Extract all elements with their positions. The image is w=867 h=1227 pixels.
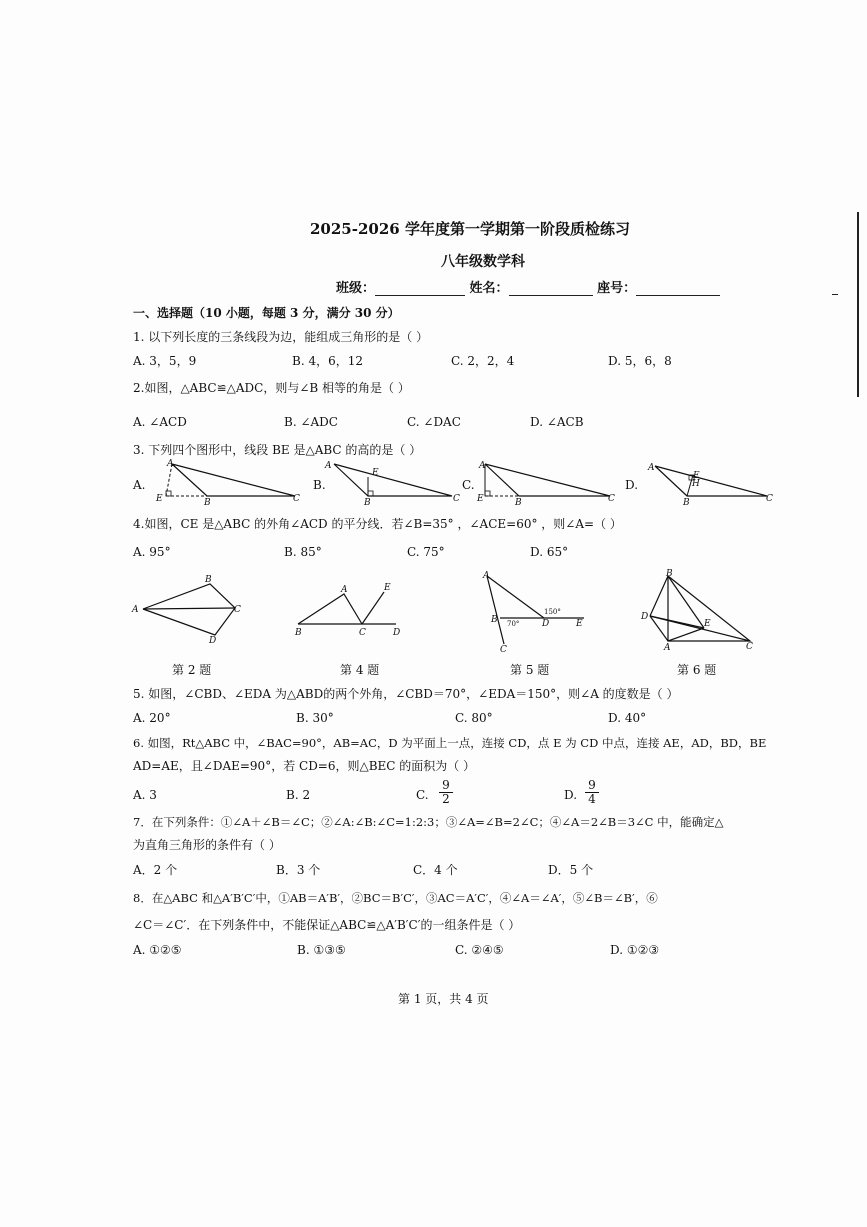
figure-q2 bbox=[132, 575, 250, 646]
svg-text:B: B bbox=[666, 569, 673, 579]
q2-option-c: C. ∠DAC bbox=[407, 415, 461, 429]
svg-text:A: A bbox=[341, 585, 348, 595]
figure-q6 bbox=[640, 568, 760, 654]
svg-text:E: E bbox=[693, 471, 700, 481]
page-subtitle: 八年级数学科 bbox=[441, 254, 525, 270]
q4-option-c: C. 75° bbox=[407, 545, 445, 559]
q7-option-b: B．3 个 bbox=[276, 863, 321, 877]
q6-stem-line1: 6. 如图，Rt△ABC 中，∠BAC=90°，AB=AC，D 为平面上一点，连接 CD，点 E 为 CD 中点，连接 AE，AD，BD，BE bbox=[133, 736, 767, 750]
caption-q6: 第 6 题 bbox=[677, 663, 717, 677]
q3-option-c-letter: C. bbox=[462, 478, 475, 492]
q3-figure-b bbox=[322, 458, 470, 506]
class-label: 班级： bbox=[336, 281, 376, 296]
q6-c-denominator: 2 bbox=[442, 792, 450, 806]
scan-mark bbox=[832, 294, 838, 295]
svg-text:A: A bbox=[167, 459, 174, 469]
svg-text:A: A bbox=[479, 461, 486, 471]
svg-text:E: E bbox=[372, 468, 379, 478]
q3-option-d-letter: D. bbox=[625, 478, 639, 492]
svg-text:B: B bbox=[204, 498, 211, 508]
svg-text:A: A bbox=[132, 605, 139, 615]
svg-text:E: E bbox=[477, 494, 484, 504]
svg-text:B: B bbox=[364, 498, 371, 508]
q6-option-b: B. 2 bbox=[286, 788, 311, 802]
q7-stem-line1: 7．在下列条件：①∠A＋∠B＝∠C；②∠A:∠B:∠C=1:2:3；③∠A=∠B=2∠C；④∠A＝2∠B＝3∠C 中，能确定△ bbox=[133, 815, 724, 829]
svg-text:E: E bbox=[576, 619, 583, 629]
q6-option-d-letter: D. bbox=[564, 788, 578, 802]
caption-q2: 第 2 题 bbox=[172, 663, 212, 677]
q2-option-b: B. ∠ADC bbox=[284, 415, 338, 429]
q6-option-c-letter: C. bbox=[416, 788, 429, 802]
svg-text:A: A bbox=[325, 461, 332, 471]
q2-option-d: D. ∠ACB bbox=[530, 415, 584, 429]
q4-stem: 4.如图，CE 是△ABC 的外角∠ACD 的平分线．若∠B=35° ，∠ACE=60° ，则∠A=（ ） bbox=[133, 517, 622, 531]
svg-text:C: C bbox=[746, 642, 753, 652]
svg-text:A: A bbox=[664, 643, 671, 653]
class-field[interactable] bbox=[375, 283, 465, 296]
svg-text:C: C bbox=[500, 645, 507, 655]
q8-stem-line1: 8．在△ABC 和△A′B′C′中，①AB＝A′B′，②BC＝B′C′，③AC＝A′C′，④∠A＝∠A′，⑤∠B＝∠B′，⑥ bbox=[133, 891, 658, 905]
caption-q4: 第 4 题 bbox=[340, 663, 380, 677]
q7-option-d: D．5 个 bbox=[548, 863, 594, 877]
q1-option-b: B. 4，6，12 bbox=[292, 354, 363, 368]
page-footer: 第 1 页，共 4 页 bbox=[398, 992, 489, 1006]
q4-option-b: B. 85° bbox=[284, 545, 322, 559]
svg-text:B: B bbox=[515, 498, 522, 508]
q6-stem-line2: AD=AE，且∠DAE=90°，若 CD=6，则△BEC 的面积为（ ） bbox=[133, 759, 476, 773]
q5-option-b: B. 30° bbox=[296, 711, 334, 725]
q6-option-d-fraction bbox=[585, 779, 599, 806]
q3-option-a-letter: A. bbox=[133, 478, 146, 492]
q7-option-c: C．4 个 bbox=[413, 863, 458, 877]
seat-field[interactable] bbox=[636, 283, 720, 296]
svg-text:D: D bbox=[542, 619, 550, 629]
q1-option-a: A. 3，5，9 bbox=[133, 354, 197, 368]
q5-option-a: A. 20° bbox=[133, 711, 171, 725]
q1-stem: 1. 以下列长度的三条线段为边，能组成三角形的是（ ） bbox=[133, 330, 429, 344]
q5-option-d: D. 40° bbox=[608, 711, 647, 725]
q8-option-c: C. ②④⑤ bbox=[455, 943, 504, 957]
svg-text:B: B bbox=[491, 615, 498, 625]
svg-text:D: D bbox=[209, 636, 217, 646]
svg-text:E: E bbox=[156, 494, 163, 504]
svg-text:C: C bbox=[359, 628, 366, 638]
section-heading: 一、选择题（10 小题，每题 3 分，满分 30 分） bbox=[133, 306, 400, 320]
fig5-angle-70: 70° bbox=[507, 620, 520, 628]
q6-option-a: A. 3 bbox=[133, 788, 157, 802]
q6-c-numerator: 9 bbox=[439, 779, 453, 793]
seat-label: 座号： bbox=[597, 281, 637, 296]
svg-text:C: C bbox=[608, 494, 615, 504]
svg-text:C: C bbox=[234, 605, 241, 615]
scan-edge-line bbox=[857, 212, 859, 397]
figure-q4 bbox=[292, 580, 412, 640]
q1-option-c: C. 2，2，4 bbox=[451, 354, 515, 368]
q4-option-d: D. 65° bbox=[530, 545, 569, 559]
name-label: 姓名： bbox=[469, 281, 509, 296]
q2-option-a: A. ∠ACD bbox=[133, 415, 187, 429]
q8-option-d: D. ①②③ bbox=[610, 943, 660, 957]
q6-d-numerator: 9 bbox=[585, 779, 599, 793]
svg-text:A: A bbox=[483, 571, 490, 581]
svg-text:A: A bbox=[648, 463, 655, 473]
svg-text:B: B bbox=[683, 498, 690, 508]
q3-stem: 3. 下列四个图形中，线段 BE 是△ABC 的高的是（ ） bbox=[133, 443, 422, 457]
svg-text:B: B bbox=[205, 575, 212, 585]
fig5-angle-150: 150° bbox=[544, 608, 561, 616]
q7-option-a: A．2 个 bbox=[133, 863, 178, 877]
svg-text:C: C bbox=[766, 494, 773, 504]
caption-q5: 第 5 题 bbox=[510, 663, 550, 677]
svg-text:D: D bbox=[393, 628, 401, 638]
q2-stem: 2.如图，△ABC≌△ADC，则与∠B 相等的角是（ ） bbox=[133, 381, 410, 395]
name-field[interactable] bbox=[509, 283, 593, 296]
svg-text:C: C bbox=[293, 494, 300, 504]
svg-text:E: E bbox=[704, 619, 711, 629]
q8-option-b: B. ①③⑤ bbox=[297, 943, 346, 957]
q7-stem-line2: 为直角三角形的条件有（ ） bbox=[133, 838, 281, 852]
q5-stem: 5. 如图，∠CBD、∠EDA 为△ABD的两个外角，∠CBD＝70°，∠EDA＝150°，则∠A 的度数是（ ） bbox=[133, 687, 679, 701]
svg-text:B: B bbox=[295, 628, 302, 638]
svg-text:E: E bbox=[384, 583, 391, 593]
q3-option-b-letter: B. bbox=[313, 478, 326, 492]
svg-text:H: H bbox=[692, 479, 700, 489]
figure-q5 bbox=[482, 570, 592, 655]
svg-text:C: C bbox=[453, 494, 460, 504]
q8-stem-line2: ∠C＝∠C′．在下列条件中，不能保证△ABC≌△A′B′C′的一组条件是（ ） bbox=[133, 918, 521, 932]
q1-option-d: D. 5，6，8 bbox=[608, 354, 672, 368]
page-title: 2025-2026 学年度第一学期第一阶段质检练习 bbox=[310, 220, 630, 238]
svg-text:D: D bbox=[641, 612, 649, 622]
q6-d-denominator: 4 bbox=[588, 792, 596, 806]
q5-option-c: C. 80° bbox=[455, 711, 493, 725]
q3-figure-a bbox=[150, 458, 310, 506]
q3-figure-d bbox=[645, 458, 780, 506]
q3-figure-c bbox=[475, 458, 623, 506]
student-info-row bbox=[336, 282, 720, 296]
q8-option-a: A. ①②⑤ bbox=[133, 943, 182, 957]
q6-option-c-fraction bbox=[439, 779, 453, 806]
q4-option-a: A. 95° bbox=[133, 545, 171, 559]
